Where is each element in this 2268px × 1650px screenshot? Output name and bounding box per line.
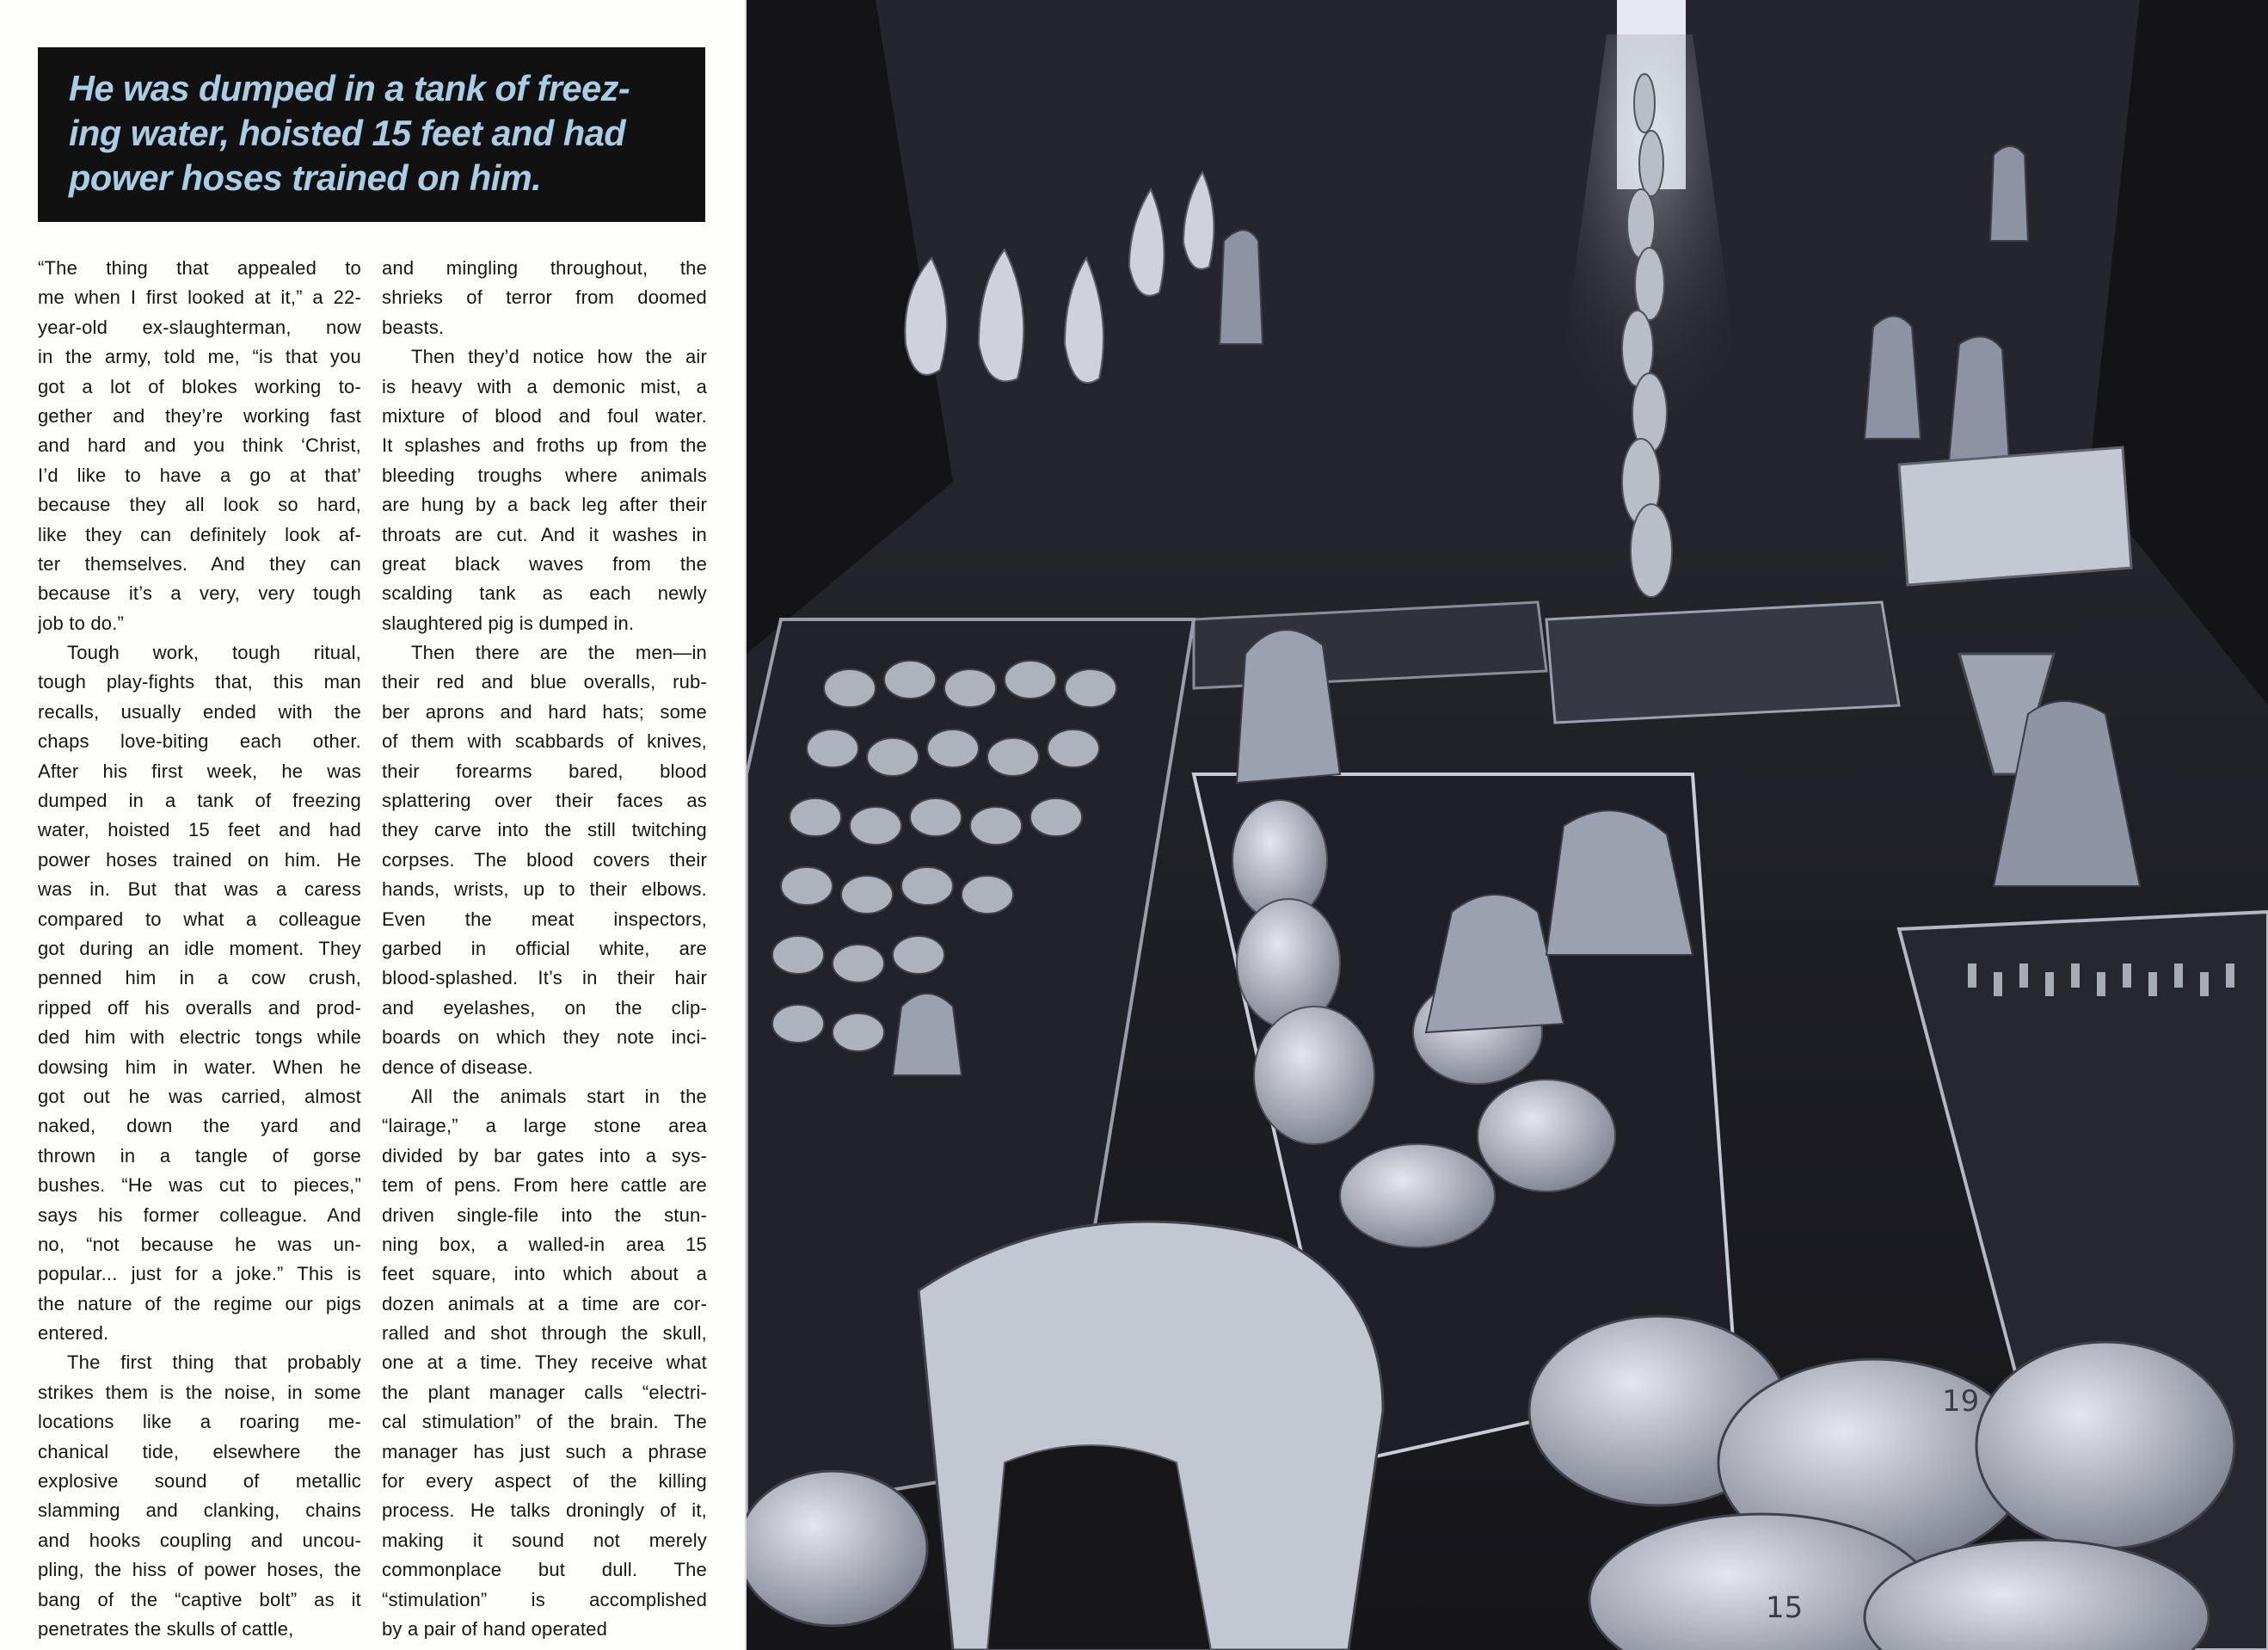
article-text-line: Even the meat inspectors, (382, 908, 707, 930)
slaughterhouse-illustration (747, 0, 2268, 1650)
article-text-line: thrown in a tangle of gorse (38, 1144, 361, 1167)
article-text-line: their forearms bared, blood (382, 760, 707, 782)
pull-quote-line: He was dumped in a tank of freez- (69, 68, 630, 108)
article-text-line: driven single-file into the stun- (382, 1204, 707, 1226)
article-text-line: and eyelashes, on the clip- (382, 996, 707, 1019)
article-text-line: great black waves from the (382, 552, 707, 575)
article-text-line: ralled and shot through the skull, (382, 1322, 707, 1345)
article-column-2 (382, 254, 707, 1639)
article-text-line: ded him with electric tongs while (38, 1026, 361, 1049)
inspection-table (1899, 447, 2131, 585)
article-text-line: tough play-fights that, this man (38, 671, 361, 693)
article-text-line: boards on which they note inci- (382, 1026, 707, 1049)
article-text-line: throats are cut. And it washes in (382, 523, 707, 545)
article-text-line: chaps love-biting each other. (38, 730, 361, 753)
article-text-line: splattering over their faces as (382, 790, 707, 812)
pull-quote-line: power hoses trained on him. (69, 157, 542, 198)
article-text-line: one at a time. They receive what (382, 1351, 707, 1374)
pull-quote-line: ing water, hoisted 15 feet and had (69, 113, 626, 153)
article-text-line: All the animals start in the (411, 1085, 707, 1107)
article-text-line: It splashes and froths up from the (382, 434, 707, 457)
article-text-line: shrieks of terror from doomed (382, 286, 707, 309)
article-text-line: ning box, a walled-in area 15 (382, 1233, 707, 1255)
article-text-line: blood-splashed. It’s in their hair (382, 967, 707, 989)
article-text-line: scalding tank as each newly (382, 582, 707, 605)
article-text-line: process. He talks droningly of it, (382, 1499, 707, 1522)
article-text-line: like they can definitely look af- (38, 523, 361, 545)
article-text-line: pling, the hiss of power hoses, the (38, 1559, 361, 1581)
article-text-line: hands, wrists, up to their elbows. (382, 878, 707, 901)
article-text-line: says his former colleague. And (38, 1204, 361, 1226)
article-text-line: got out he was carried, almost (38, 1085, 361, 1107)
article-text-line: bushes. “He was cut to pieces,” (38, 1174, 361, 1197)
article-text-line: “stimulation” is accomplished (382, 1588, 707, 1610)
article-text-line: commonplace but dull. The (382, 1559, 707, 1581)
article-text-line: penetrates the skulls of cattle, (38, 1617, 294, 1639)
article-text-line: cal stimulation” of the brain. The (382, 1411, 707, 1433)
article-text-line: they carve into the still twitching (382, 819, 707, 841)
article-text-line: in the army, told me, “is that you (38, 346, 361, 368)
article-text-line: bang of the “captive bolt” as it (38, 1588, 361, 1610)
article-text-line: got during an idle moment. They (38, 937, 361, 959)
article-text-line: penned him in a cow crush, (38, 967, 361, 989)
article-text-line: manager has just such a phrase (382, 1440, 707, 1462)
article-text-line: ter themselves. And they can (38, 552, 361, 575)
pull-quote-text (69, 66, 685, 200)
article-text-line: naked, down the yard and (38, 1115, 361, 1137)
article-text-line: The first thing that probably (67, 1351, 361, 1374)
article-text-line: I’d like to have a go at that’ (38, 464, 361, 486)
article-text-line: divided by bar gates into a sys- (382, 1144, 707, 1167)
article-text-line: ber aprons and hard hats; some (382, 700, 707, 723)
article-text-line: is heavy with a demonic mist, a (382, 375, 707, 397)
article-text-line: strikes them is the noise, in some (38, 1381, 361, 1403)
pull-quote (38, 47, 705, 222)
foreground-worker-trousers (987, 1445, 1211, 1650)
article-text-line: job to do.” (38, 612, 125, 634)
article-text-line: Then there are the men—in (411, 642, 707, 664)
article-text-line: and hard and you think ‘Christ, (38, 434, 361, 457)
article-text-line: power hoses trained on him. He (38, 848, 361, 871)
article-text-line: no, “not because he was un- (38, 1233, 361, 1255)
article-text-line: “lairage,” a large stone area (382, 1115, 707, 1137)
article-text-line: explosive sound of metallic (38, 1470, 361, 1493)
article-text-line: chanical tide, elsewhere the (38, 1440, 361, 1462)
article-text-line: year-old ex-slaughterman, now (38, 316, 361, 338)
article-text-line: feet square, into which about a (382, 1263, 707, 1285)
upper-hall (876, 0, 2140, 482)
article-text-line: the nature of the regime our pigs (38, 1292, 361, 1314)
article-text-line: compared to what a colleague (38, 908, 361, 930)
article-text-line: Tough work, tough ritual, (67, 642, 361, 664)
article-text-line: of them with scabbards of knives, (382, 730, 707, 753)
article-text-line: making it sound not merely (382, 1529, 707, 1551)
article-text-line: garbed in official white, are (382, 937, 707, 959)
article-text-line: for every aspect of the killing (382, 1470, 707, 1493)
article-text-line: water, hoisted 15 feet and had (38, 819, 361, 841)
article-text-line: was in. But that was a caress (38, 878, 361, 901)
article-text-line: me when I first looked at it,” a 22- (38, 286, 361, 309)
article-text-line: slamming and clanking, chains (38, 1499, 361, 1522)
article-text-line: are hung by a back leg after their (382, 494, 707, 516)
pig-tag-19: 19 (1942, 1384, 1980, 1419)
article-text-line: recalls, usually ended with the (38, 700, 361, 723)
article-text-line: the plant manager calls “electri- (382, 1381, 707, 1403)
article-text-line: and hooks coupling and uncou- (38, 1529, 361, 1551)
article-text-line: gether and they’re working fast (38, 404, 361, 427)
article-text-line: locations like a roaring me- (38, 1411, 361, 1433)
article-text-line: dumped in a tank of freezing (38, 790, 361, 812)
article-text-line: because they all look so hard, (38, 494, 361, 516)
article-text-line: slaughtered pig is dumped in. (382, 612, 635, 634)
article-text-line: Then they’d notice how the air (411, 346, 707, 368)
article-text-line: popular... just for a joke.” This is (38, 1263, 361, 1285)
article-text-line: corpses. The blood covers their (382, 848, 707, 871)
article-text-line: dowsing him in water. When he (38, 1056, 361, 1078)
article-text-line: tem of pens. From here cattle are (382, 1174, 707, 1197)
article-text-line: “The thing that appealed to (38, 257, 361, 279)
article-text-line: and mingling throughout, the (382, 257, 707, 279)
article-page (0, 0, 745, 1650)
central-conveyor (1546, 602, 1899, 723)
article-text-line: ripped off his overalls and prod- (38, 996, 361, 1019)
illustration-artwork (747, 0, 2268, 1650)
article-text-line: dence of disease. (382, 1056, 533, 1078)
article-column-1 (38, 254, 361, 1639)
article-text-line: After his first week, he was (38, 760, 361, 782)
article-text-line: by a pair of hand operated (382, 1617, 608, 1639)
article-text-line: entered. (38, 1322, 109, 1345)
article-text-line: got a lot of blokes working to- (38, 375, 361, 397)
article-text-line: bleeding troughs where animals (382, 464, 707, 486)
article-text-line: beasts. (382, 316, 445, 338)
pig-tag-15: 15 (1766, 1591, 1804, 1625)
article-text-line: mixture of blood and foul water. (382, 404, 707, 427)
article-text-line: their red and blue overalls, rub- (382, 671, 707, 693)
article-text-line: because it’s a very, very tough (38, 582, 361, 605)
article-text-line: dozen animals at a time are cor- (382, 1292, 707, 1314)
